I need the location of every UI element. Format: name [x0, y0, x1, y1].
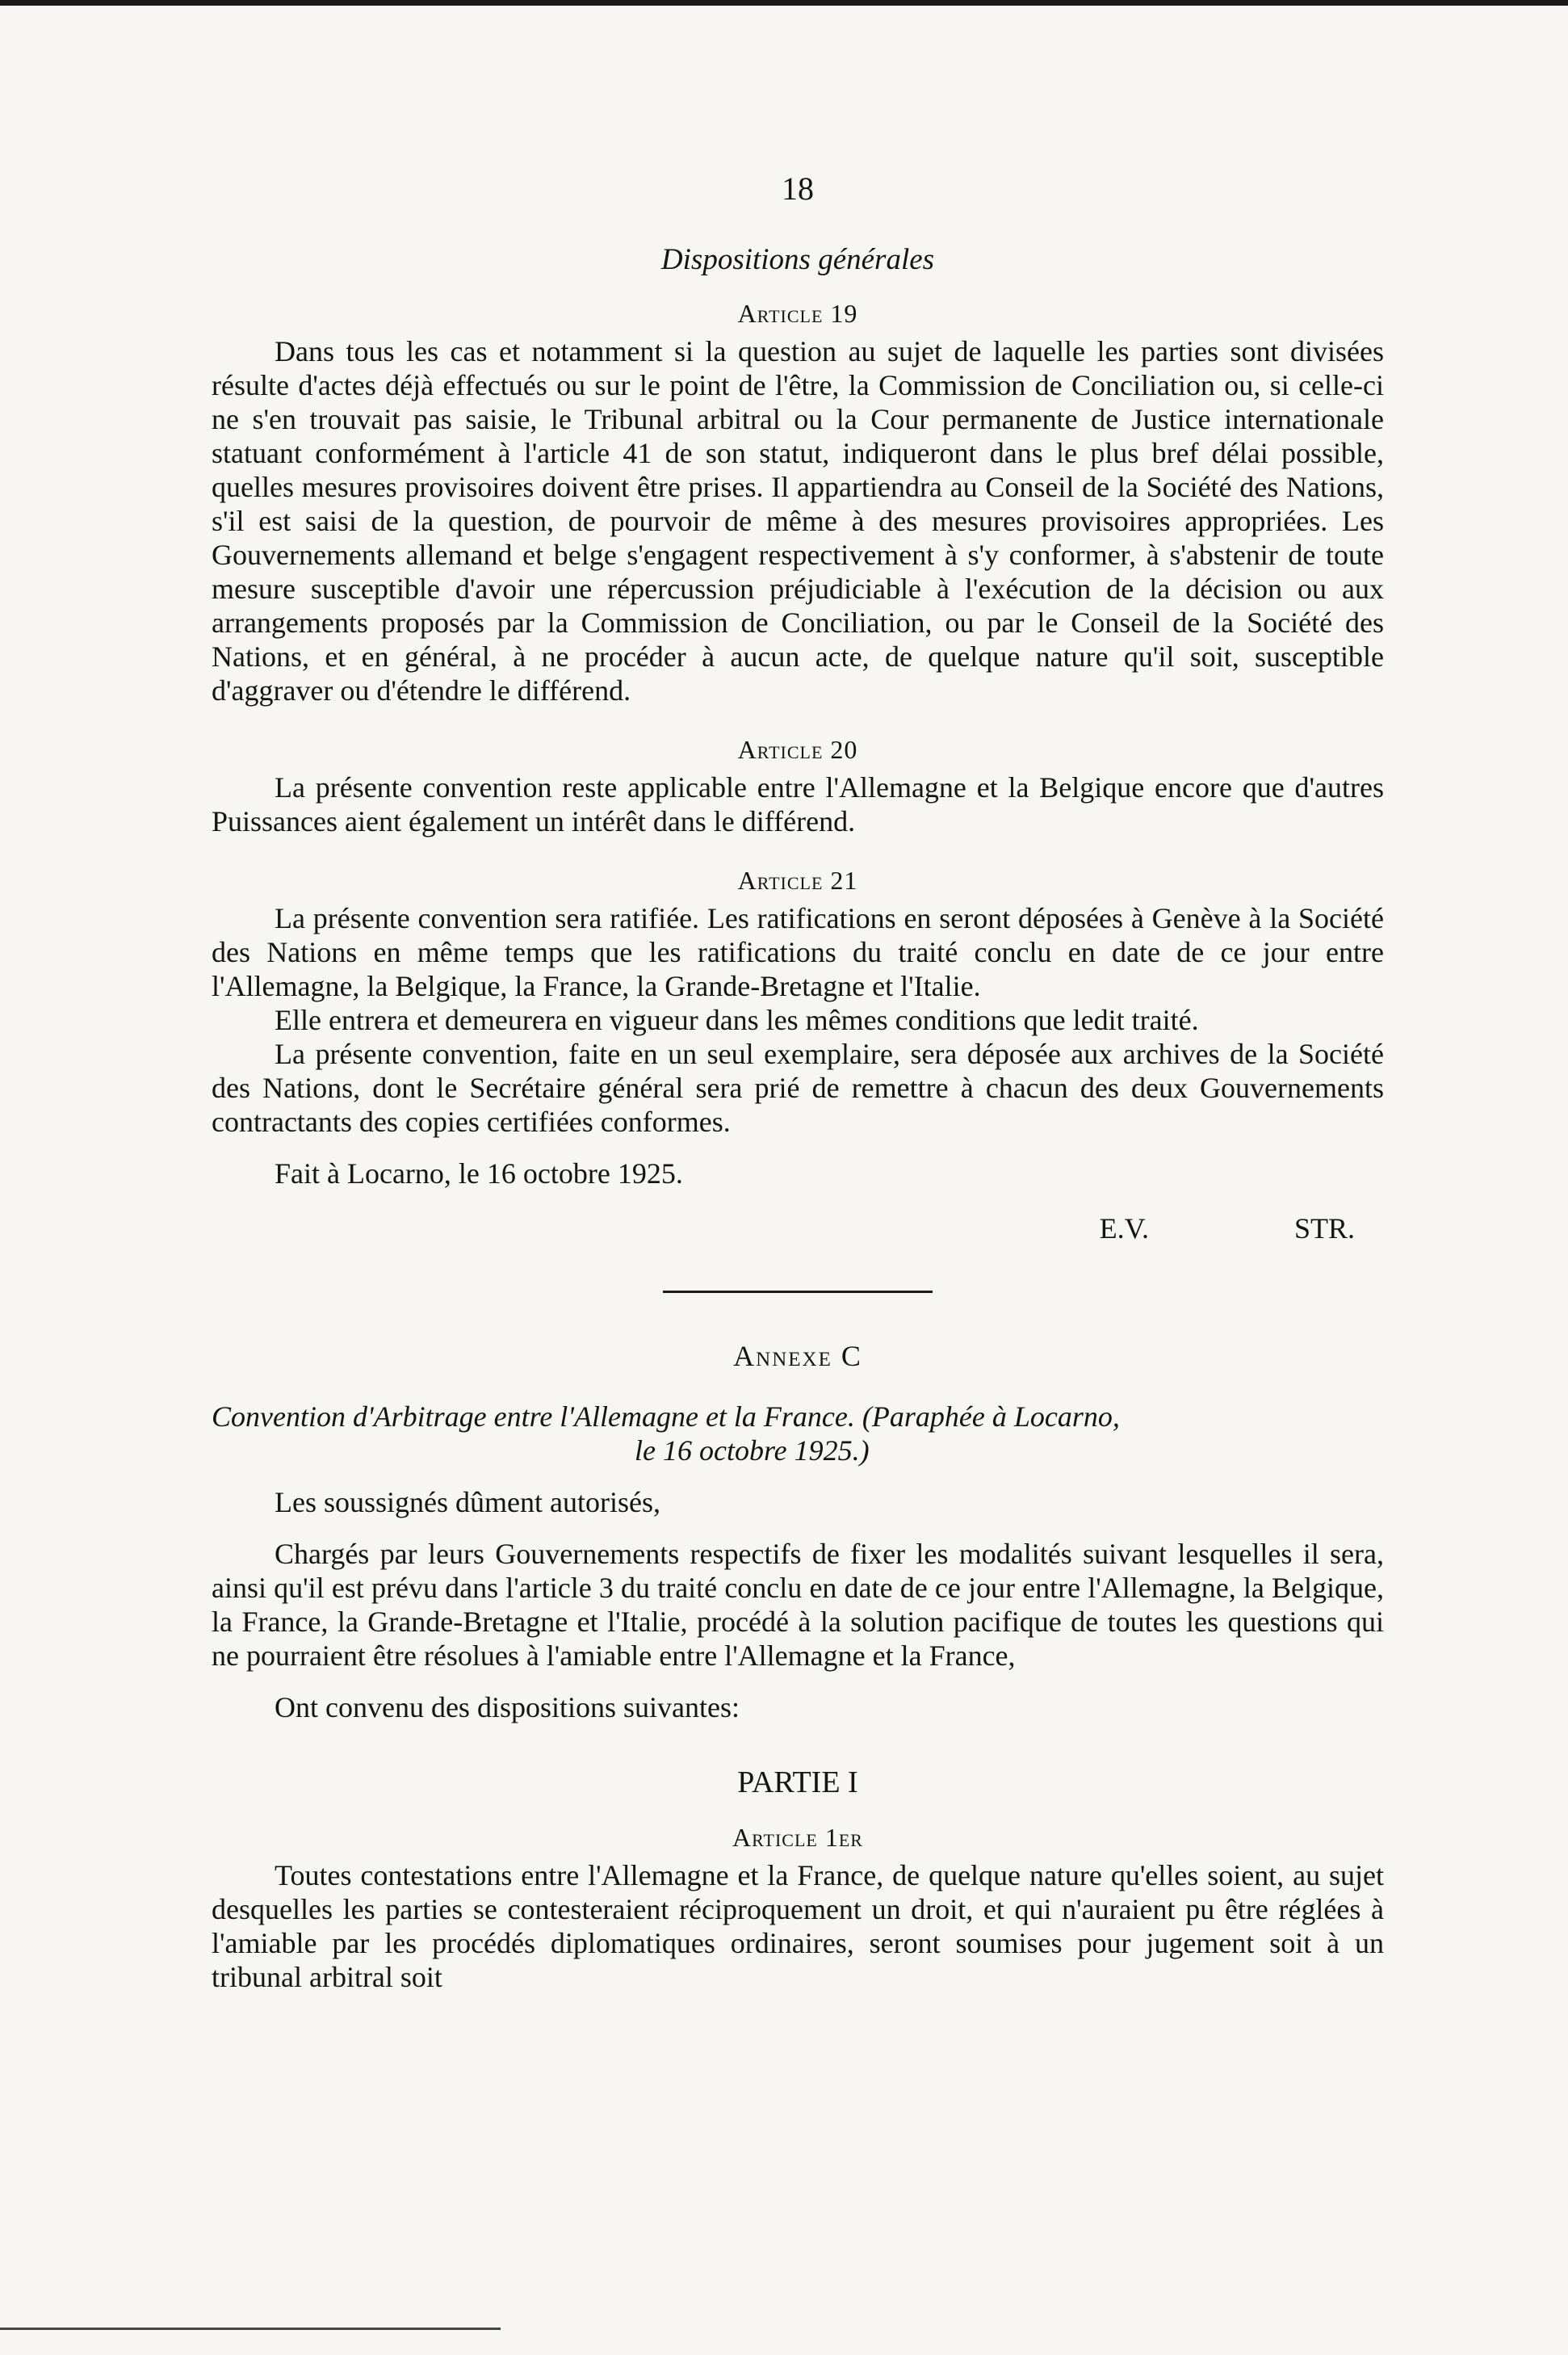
annex-paragraph-2: Chargés par leurs Gouvernements respectifs de fixer les modalités suivant lesquelles il sera, ainsi qu'il est prévu dans l'article 3 du traité conclu en date de ce jour entre l'Allemagne, la Belgique, la France, la Grande-Bretagne et l'Italie, procédé à la solution pacifique de toutes les questions qui ne pourraient être résolues à l'amiable entre l'Allemagne et la France, — [212, 1538, 1384, 1672]
article-19-paragraph: Dans tous les cas et notamment si la question au sujet de laquelle les parties sont divisées résulte d'actes déjà effectués ou sur le point de l'être, la Commission de Conciliation ou, si celle-ci ne s'en trouvait pas saisie, le Tribunal arbitral ou la Cour permanente de Justice internationale statuant conformément à l'article 41 de son statut, indiqueront dans le plus bref délai possible, quelles mesures provisoires doivent être prises. Il appartiendra au Conseil de la Société des Nations, s'il est saisi de la question, de pourvoir de même à des mesures provisoires appropriées. Les Gouvernements allemand et belge s'engagent respectivement à s'y conformer, à s'abstenir de toute mesure susceptible d'avoir une répercussion préjudiciable à l'exécution de la décision ou aux arrangements proposés par la Commission de Conciliation, ou par le Conseil de la Société des Nations, et en général, à ne procéder à aucun acte, de quelque nature qu'il soit, susceptible d'aggraver ou d'étendre le différend. — [212, 335, 1384, 707]
annex-article-1-heading: Article 1er — [732, 1823, 863, 1852]
signature-initials-1: E.V. — [1099, 1212, 1149, 1245]
annex-paragraph-1: Les soussignés dûment autorisés, — [275, 1486, 660, 1518]
article-21-paragraph-1: La présente convention sera ratifiée. Les ratifications en seront déposées à Genève à la Société des Nations en même temps que les ratifications du traité conclu en date de ce jour entre l'Allemagne, la Belgique, la France, la Grande-Bretagne et l'Italie. — [212, 902, 1384, 1002]
section-divider — [663, 1291, 933, 1293]
part-heading: PARTIE I — [737, 1765, 858, 1799]
page-number: 18 — [782, 170, 814, 207]
section-title: Dispositions générales — [660, 243, 935, 276]
bottom-edge-line — [0, 2328, 501, 2330]
document-page — [212, 170, 1384, 1994]
article-21-paragraph-2: Elle entrera et demeurera en vigueur dans les mêmes conditions que ledit traité. — [275, 1004, 1199, 1036]
annex-subtitle-line-1: Convention d'Arbitrage entre l'Allemagne et la France. (Paraphée à Locarno, — [212, 1400, 1120, 1433]
article-21-paragraph-3: La présente convention, faite en un seul exemplaire, sera déposée aux archives de la Société des Nations, dont le Secrétaire général sera prié de remettre à chacun des deux Gouvernements contractants des copies certifiées conformes. — [212, 1038, 1384, 1138]
top-edge-rule — [0, 0, 1568, 6]
annex-subtitle — [212, 1400, 1384, 1467]
signatures — [212, 1211, 1355, 1245]
annex-heading: Annexe C — [733, 1340, 862, 1372]
annex-subtitle-line-2: le 16 octobre 1925.) — [635, 1434, 870, 1467]
annex-article-1-paragraph: Toutes contestations entre l'Allemagne et la France, de quelque nature qu'elles soient, au sujet desquelles les parties se contesteraient réciproquement un droit, et qui n'auraient pu être réglées à l'amiable par les procédés diplomatiques ordinaires, seront soumises pour jugement soit à un tribunal arbitral soit — [212, 1859, 1384, 1993]
closing-line: Fait à Locarno, le 16 octobre 1925. — [275, 1157, 683, 1190]
article-20-heading: Article 20 — [737, 735, 858, 764]
article-19-heading: Article 19 — [737, 299, 858, 328]
article-20-paragraph: La présente convention reste applicable entre l'Allemagne et la Belgique encore que d'autres Puissances aient également un intérêt dans le différend. — [212, 771, 1384, 837]
annex-paragraph-3: Ont convenu des dispositions suivantes: — [275, 1691, 740, 1723]
signature-initials-2: STR. — [1293, 1212, 1355, 1245]
article-21-heading: Article 21 — [737, 866, 858, 895]
